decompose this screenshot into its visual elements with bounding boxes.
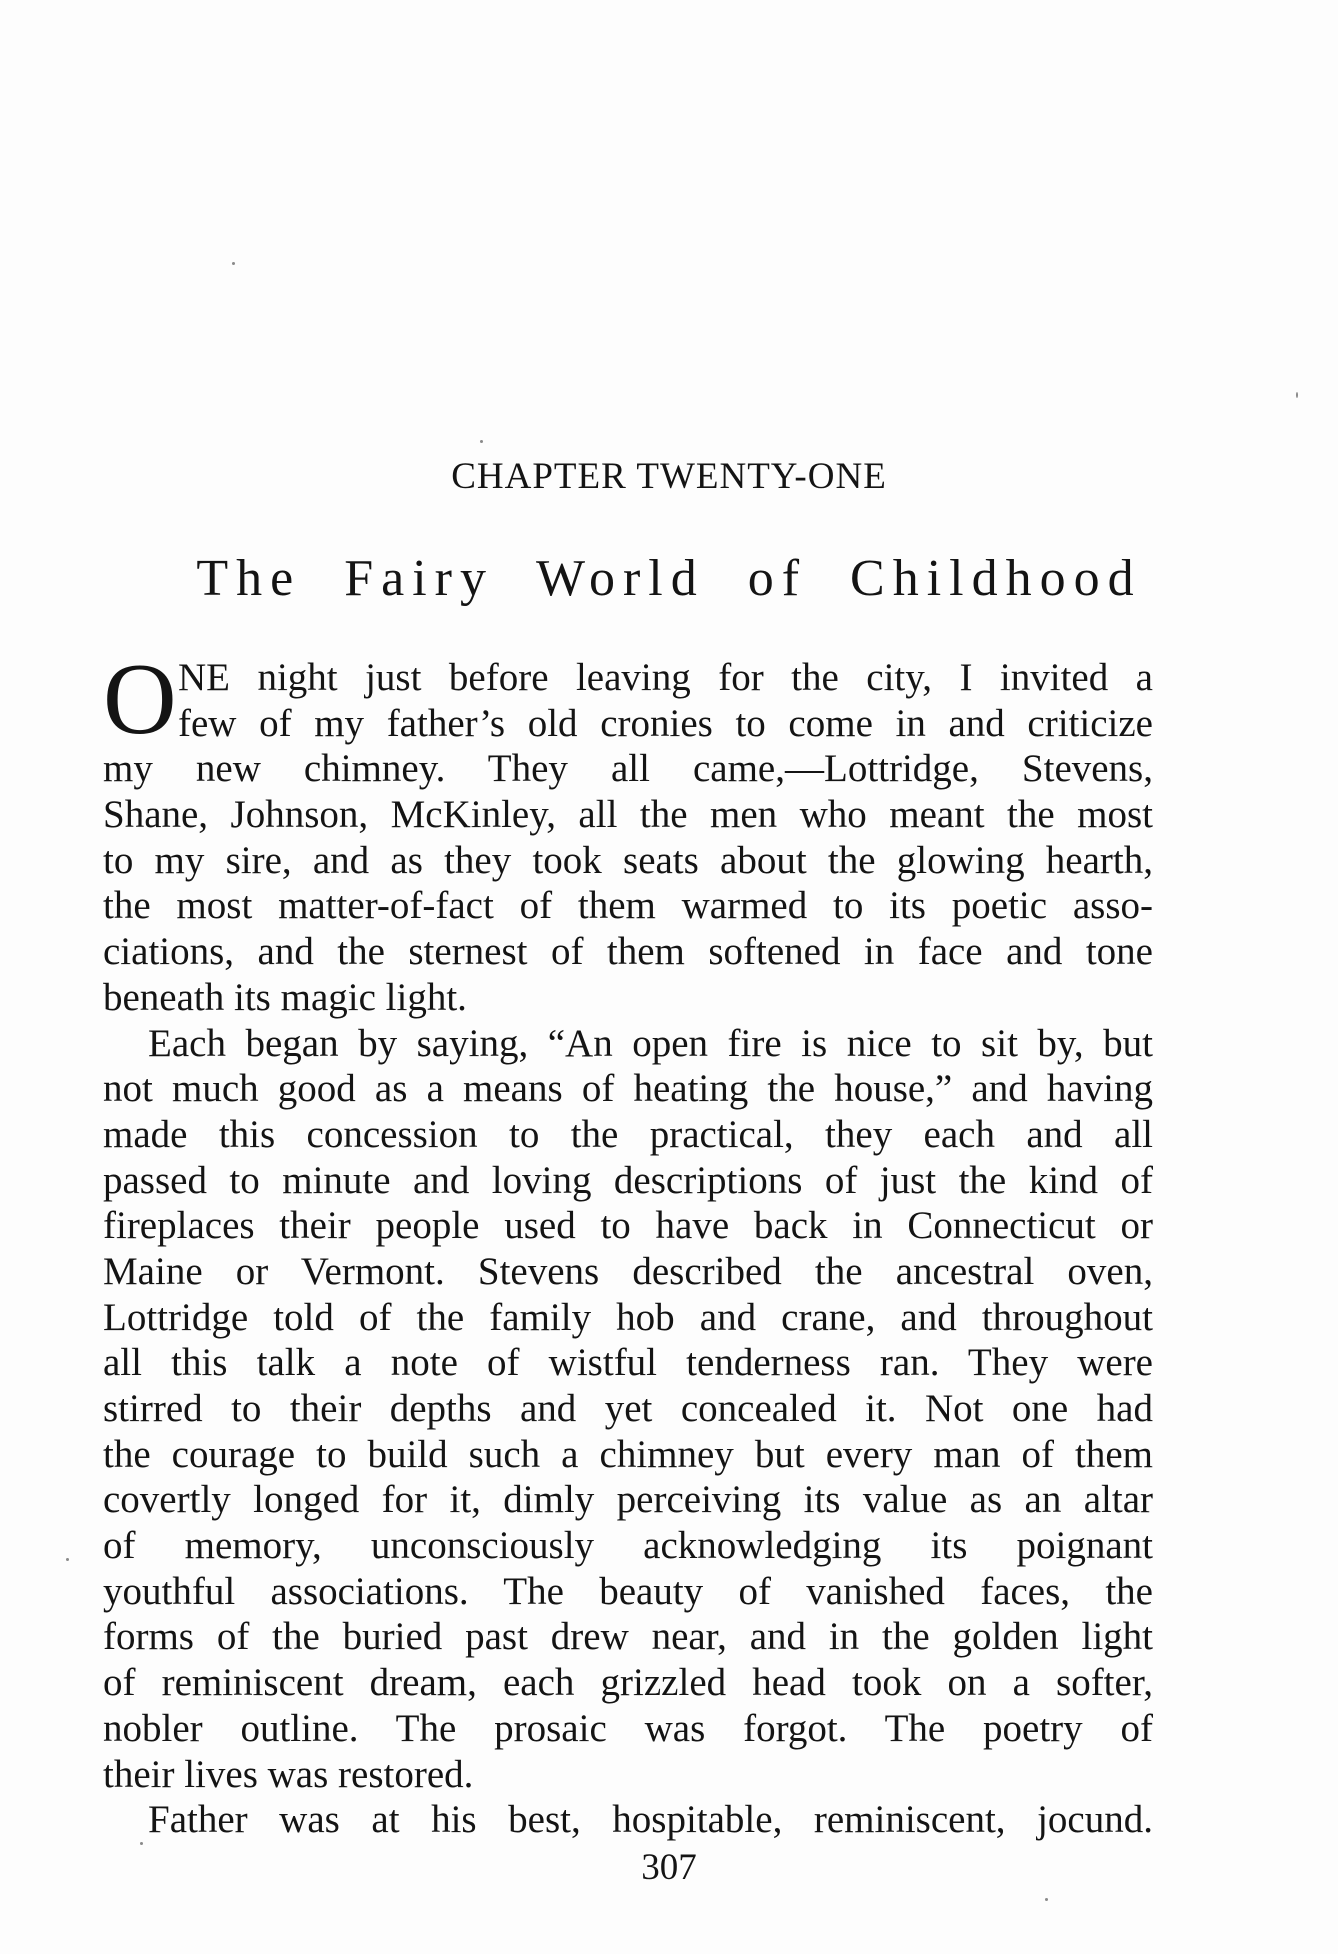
chapter-body — [103, 643, 1153, 1843]
text-line: covertly longed for it, dimly perceiving its value as an altar — [103, 1478, 1153, 1522]
text-line: passed to minute and loving descriptions of just the kind of — [103, 1158, 1153, 1202]
text-line: of memory, unconsciously acknowledging its poignant — [103, 1524, 1153, 1568]
text-line: my new chimney. They all came,—Lottridge, Stevens, — [103, 747, 1153, 791]
text-line: made this concession to the practical, they each and all — [103, 1112, 1153, 1156]
text-line: Maine or Vermont. Stevens described the ancestral oven, — [103, 1249, 1153, 1293]
text-line: not much good as a means of heating the house,” and having — [103, 1067, 1153, 1111]
paper-speck — [480, 440, 483, 443]
text-line: of reminiscent dream, each grizzled head took on a softer, — [103, 1661, 1153, 1705]
text-line: fireplaces their people used to have back in Connecticut or — [103, 1204, 1153, 1248]
text-line: Shane, Johnson, McKinley, all the men who meant the most — [103, 793, 1153, 837]
text-line: Lottridge told of the family hob and crane, and throughout — [103, 1295, 1153, 1339]
chapter-label: CHAPTER TWENTY-ONE — [451, 456, 887, 497]
text-line: to my sire, and as they took seats about the glowing hearth, — [103, 838, 1153, 882]
text-line: NE night just before leaving for the city, I invited a — [178, 656, 1153, 699]
paper-speck — [232, 262, 235, 265]
paper-speck — [66, 1558, 69, 1561]
text-line: the most matter-of-fact of them warmed to its poetic asso- — [103, 884, 1153, 928]
text-line: few of my father’s old cronies to come in and criticize — [178, 701, 1153, 745]
chapter-title: The Fairy World of Childhood — [196, 550, 1142, 607]
text-line: forms of the buried past drew near, and in the golden light — [103, 1615, 1153, 1659]
text-line: nobler outline. The prosaic was forgot. The poetry of — [103, 1706, 1153, 1750]
text-line: Each began by saying, “An open fire is nice to sit by, but — [148, 1021, 1153, 1065]
text-line: all this talk a note of wistful tenderness ran. They were — [103, 1341, 1153, 1385]
paper-speck — [1296, 392, 1298, 398]
text-line: stirred to their depths and yet concealed it. Not one had — [103, 1387, 1153, 1430]
text-line: ciations, and the sternest of them softened in face and tone — [103, 930, 1153, 974]
page-number: 307 — [641, 1847, 697, 1888]
text-line: beneath its magic light. — [103, 975, 467, 1019]
text-line: youthful associations. The beauty of vanished faces, the — [103, 1569, 1153, 1613]
text-line: the courage to build such a chimney but every man of them — [103, 1432, 1153, 1476]
paper-speck — [1045, 1898, 1048, 1901]
drop-cap: O — [103, 643, 177, 756]
text-line: Father was at his best, hospitable, reminiscent, jocund. — [148, 1798, 1153, 1842]
text-line: their lives was restored. — [103, 1752, 474, 1796]
